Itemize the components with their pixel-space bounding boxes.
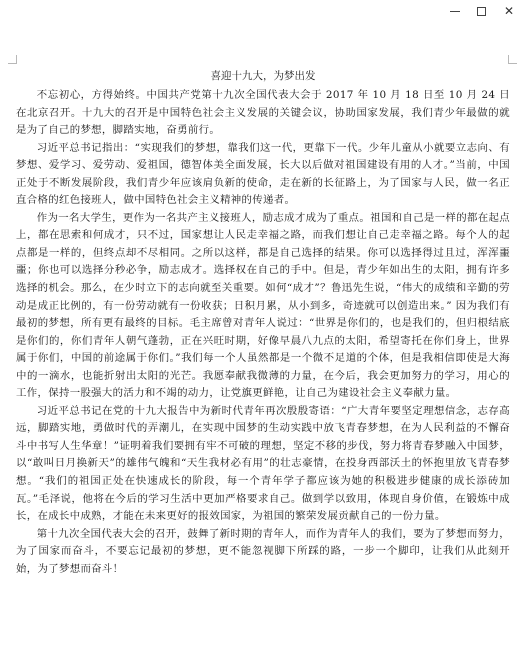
document-page <box>0 22 524 671</box>
paragraph: 习近平总书记指出：“实现我们的梦想，靠我们这一代，更靠下一代。少年儿童从小就要立志向、有梦想、爱学习、爱劳动、爱祖国，德智体美全面发展，长大以后做对祖国建设有用的人才。”当前，中国正处于不断发展阶段，我们青少年应该肩负新的使命，走在新的长征路上，为了国家与人民，做一名正直合格的红色接班人，做中国特色社会主义精神的传递者。 <box>16 141 510 207</box>
page-corner-mark-left <box>8 55 17 64</box>
window-titlebar <box>0 0 524 23</box>
paragraph: 作为一名大学生，更作为一名共产主义接班人，励志成才成为了重点。祖国和自己是一样的都在起点上，都在思索和何成才，只不过，国家想让人民走幸福之路，而我们想让自己走幸福之路。每个人的起点都是一样的，但终点却不尽相同。之所以这样，都是自己选择的结果。你可以选择得过且过，浑浑噩噩；你也可以选择分秒必争，励志成才。选择权在自己的手中。但是，青少年如出生的太阳，拥有许多选择的机会。那么，在少时立下的志向就至关重要。如何“成才”？鲁迅先生说，“伟大的成绩和辛勤的劳动是成正比例的，有一份劳动就有一份收获；日积月累，从小到多，奇迹就可以创造出来。” 因为我们有最初的梦想，所有更有最终的目标。毛主席曾对青年人说过：“世界是你们的，也是我们的，但归根结底是你们的，你们青年人朝气蓬勃，正在兴旺时期，好像早晨八九点的太阳，希望寄托在你们身上，世界属于你们，中国的前途属于你们。”我们每一个人虽然都是一个微不足道的个体，但是我相信即使是大海中的一滴水，也能折射出太阳的光芒。我愿奉献我微薄的力量，在今后，我会更加努力的学习，用心的工作，保持一股强大的活力和不竭的动力，让党旗更鲜艳，让自己为建设社会主义奉献力量。 <box>16 211 510 400</box>
maximize-button[interactable] <box>466 0 496 22</box>
paragraph: 不忘初心，方得始终。中国共产党第十九次全国代表大会于 2017 年 10 月 18 日至 10 月 24 日在北京召开。十九大的召开是中国特色社会主义发展的关键会议，协助国家发展，我们青少年最做的就是为了自己的梦想，脚踏实地，奋勇前行。 <box>16 89 510 137</box>
document-title: 喜迎十九大，为梦出发 <box>210 70 316 82</box>
paragraph: 习近平总书记在党的十九大报告中为新时代青年再次殷殷寄语：“广大青年要坚定理想信念，志存高远，脚踏实地，勇做时代的弄潮儿，在实现中国梦的生动实践中放飞青春梦想，在为人民利益的不懈奋斗中书写人生华章！”证明着我们要拥有牢不可破的理想，坚定不移的步伐，努力将青春梦融入中国梦，以“敢叫日月换新天”的雄伟气魄和“天生我材必有用”的壮志豪情，在投身西部沃土的怀抱里放飞青春梦想。“我们的祖国正处在快速成长的阶段，每一个青年学子都应该为她的积极进步健康的成长添砖加瓦。”毛泽说，他将在今后的学习生活中更加严格要求自己。做到学以致用，体现自身价值，在锻炼中成长，在成长中成熟，才能在未来更好的报效国家，为祖国的繁荣发展贡献自己的一份力量。 <box>16 404 510 523</box>
minimize-icon <box>450 11 460 12</box>
close-icon: ✕ <box>503 4 515 18</box>
maximize-icon <box>477 7 486 16</box>
page-corner-mark-right <box>508 55 517 64</box>
paragraph: 第十九次全国代表大会的召开，鼓舞了新时期的青年人，而作为青年人的我们，要为了梦想而努力，为了国家而奋斗，不要忘记最初的梦想，更不能忽视脚下所踩的路，一步一个脚印，让我们从此刻开始，为了梦想而奋斗！ <box>16 527 510 575</box>
close-button[interactable] <box>494 0 524 22</box>
document-body[interactable] <box>16 68 510 578</box>
